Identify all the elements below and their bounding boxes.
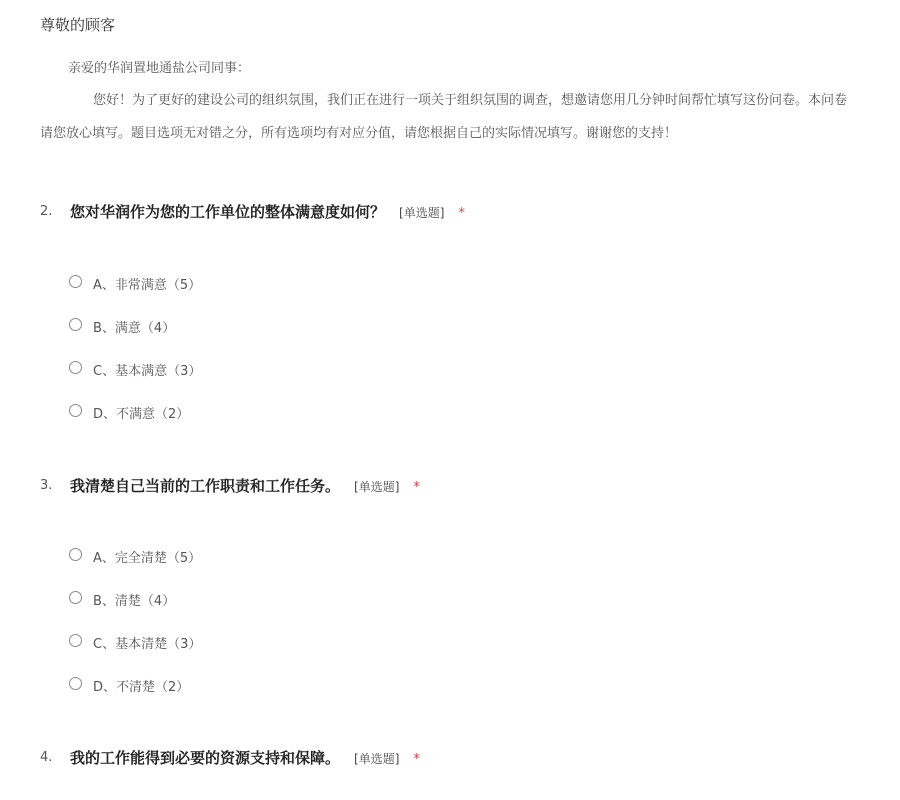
- question-type-badge: [单选题]: [399, 206, 445, 220]
- option-label[interactable]: C、基本满意（3）: [93, 364, 202, 379]
- option-label[interactable]: D、不清楚（2）: [93, 680, 190, 695]
- radio-unchecked-icon[interactable]: [69, 591, 82, 604]
- option-radio[interactable]: [69, 632, 369, 652]
- option-radio[interactable]: [69, 675, 369, 695]
- radio-unchecked-icon[interactable]: [69, 404, 82, 417]
- option-label[interactable]: D、不满意（2）: [93, 407, 190, 422]
- radio-unchecked-icon[interactable]: [69, 318, 82, 331]
- required-mark: *: [458, 206, 465, 221]
- option-radio[interactable]: [69, 589, 369, 609]
- question-title-text: 您对华润作为您的工作单位的整体满意度如何？: [70, 203, 386, 221]
- option-radio[interactable]: [69, 546, 369, 566]
- question-header: [0, 747, 900, 771]
- option-label[interactable]: A、完全清楚（5）: [93, 551, 202, 566]
- intro-text-line-2: 请您放心填写。题目选项无对错之分，所有选项均有对应分值，请您根据自己的实际情况填写。谢谢您的支持！: [40, 126, 678, 141]
- radio-unchecked-icon[interactable]: [69, 677, 82, 690]
- radio-unchecked-icon[interactable]: [69, 275, 82, 288]
- radio-unchecked-icon[interactable]: [69, 634, 82, 647]
- option-radio[interactable]: [69, 402, 369, 422]
- option-radio[interactable]: [69, 316, 369, 336]
- option-label[interactable]: A、非常满意（5）: [93, 278, 202, 293]
- question-title: [70, 201, 465, 222]
- question-type-badge: [单选题]: [354, 480, 400, 494]
- question-title: [70, 747, 420, 768]
- required-mark: *: [413, 480, 420, 495]
- intro-text-line-1: 您好！为了更好的建设公司的组织氛围，我们正在进行一项关于组织氛围的调查，想邀请您用几分钟时间帮忙填写这份问卷。本问卷: [93, 93, 848, 108]
- option-label[interactable]: B、清楚（4）: [93, 594, 176, 609]
- question-title-text: 我的工作能得到必要的资源支持和保障。: [70, 749, 341, 767]
- option-radio[interactable]: [69, 359, 369, 379]
- question-number: 4.: [40, 750, 53, 765]
- question-type-badge: [单选题]: [354, 752, 400, 766]
- question-header: [0, 475, 900, 499]
- radio-unchecked-icon[interactable]: [69, 548, 82, 561]
- question-number: 3.: [40, 478, 53, 493]
- question-title: [70, 475, 420, 496]
- option-label[interactable]: B、满意（4）: [93, 321, 176, 336]
- required-mark: *: [413, 752, 420, 767]
- greeting-heading: 尊敬的顾客: [40, 16, 116, 34]
- salutation-text: 亲爱的华润置地通盐公司同事：: [68, 61, 251, 76]
- option-radio[interactable]: [69, 273, 369, 293]
- question-title-text: 我清楚自己当前的工作职责和工作任务。: [70, 477, 341, 495]
- question-header: [0, 201, 900, 225]
- question-number: 2.: [40, 204, 53, 219]
- radio-unchecked-icon[interactable]: [69, 361, 82, 374]
- option-label[interactable]: C、基本清楚（3）: [93, 637, 202, 652]
